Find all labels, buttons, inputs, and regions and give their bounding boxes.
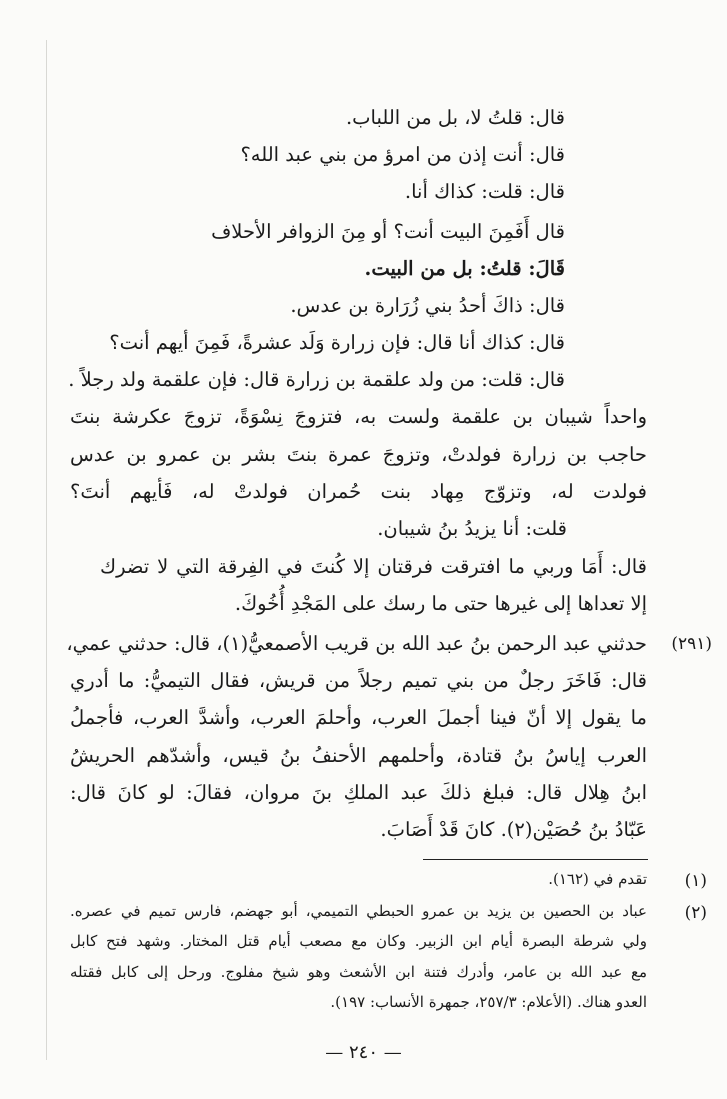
scan-margin-line [46, 40, 47, 1060]
entry-line-4: العرب إياسُ بنُ قتادة، وأحلمهم الأحنفُ بنُ قيس، وأشدّهم الحريشُ [70, 744, 647, 767]
footnote-separator [423, 859, 648, 860]
text-line-5: قَالَ: قلتُ: بل من البيت. [364, 257, 565, 280]
entry-number: (٢٩١) [671, 634, 712, 654]
text-line-6: قال: ذاكَ أحدُ بني زُرَارة بن عدس. [290, 294, 565, 317]
text-line-2: قال: أنت إذن من امرؤ من بني عبد الله؟ [240, 143, 565, 166]
text-line-3: قال: قلت: كذاك أنا. [404, 180, 565, 203]
text-line-4: قال أَفَمِنَ البيت أنت؟ أو مِنَ الزوافر الأحلاف [211, 220, 565, 243]
text-line-8: قال: قلت: من ولد علقمة بن زرارة قال: فإن علقمة ولد رجلاً . [68, 368, 565, 391]
footnote-1-number: (١) [684, 871, 707, 891]
text-line-1: قال: قلتُ لا، بل من اللباب. [345, 106, 565, 129]
footnote-2-line-4: العدو هناك. (الأعلام: ٢٥٧/٣، جمهرة الأنساب: ١٩٧). [330, 993, 647, 1011]
entry-line-2: قال: فَاخَرَ رجلٌ من بني تميم رجلاً من قريش، فقال التيميُّ: ما أدري [70, 669, 647, 692]
footnote-2-line-3: مع عبد الله بن عامر، وأدرك فتنة ابن الأشعث وهو شيخ مفلوج. ورحل إلى كابل فقتله [70, 963, 647, 981]
entry-line-3: ما يقول إلا أنّ فينا أجملَ العرب، وأحلمَ العرب، وأشدَّ العرب، فأجملُ [70, 706, 647, 729]
footnote-2-line-2: ولي شرطة البصرة أيام ابن الزبير. وكان مع مصعب أيام قتل المختار. وشهد فتح كابل [70, 932, 647, 950]
text-line-11: فولدت له، وتزوّج مِهاد بنت حُمران فولدتْ له، فَأيهم أنتَ؟ [70, 480, 647, 503]
entry-line-5: ابنُ هِلال قال: فبلغ ذلكَ عبد الملكِ بنَ مروان، فقالَ: لو كانَ قال: [70, 781, 647, 804]
text-line-12: قلت: أنا يزيدُ بنُ شيبان. [377, 517, 567, 540]
footnote-1-text: تقدم في (١٦٢). [548, 870, 647, 888]
entry-line-1: حدثني عبد الرحمن بنُ عبد الله بن قريب الأصمعيُّ(١)، قال: حدثني عمي، [66, 632, 647, 655]
text-line-14: إلا تعداها إلى غيرها حتى ما رسك على المَجْدِ أُخُوكَ. [234, 592, 647, 615]
entry-line-6: عَبّادُ بنُ حُصَيْن(٢). كانَ قَدْ أَصَابَ. [380, 818, 647, 841]
page-number: — ٢٤٠ — [325, 1042, 402, 1063]
text-line-10: حاجب بن زرارة فولدتْ، وتزوجَ عمرة بنتَ بشر بن عمرو بن عدس [70, 443, 647, 466]
text-line-13: قال: أَمَا وربي ما افترقت فرقتان إلا كُنتَ في الفِرقة التي لا تضرك [100, 555, 647, 578]
footnote-2-line-1: عباد بن الحصين بن يزيد بن عمرو الحبطي التميمي، أبو جهضم، فارس تميم في عصره. [70, 902, 647, 920]
footnote-2-number: (٢) [684, 903, 707, 923]
text-line-9: واحداً شيبان بن علقمة ولست به، فتزوجَ نِسْوَةً، تزوجَ عكرشة بنتَ [70, 405, 647, 428]
text-line-7: قال: كذاك أنا قال: فإن زرارة وَلَد عشرةً، فَمِنَ أيهم أنت؟ [109, 331, 565, 354]
